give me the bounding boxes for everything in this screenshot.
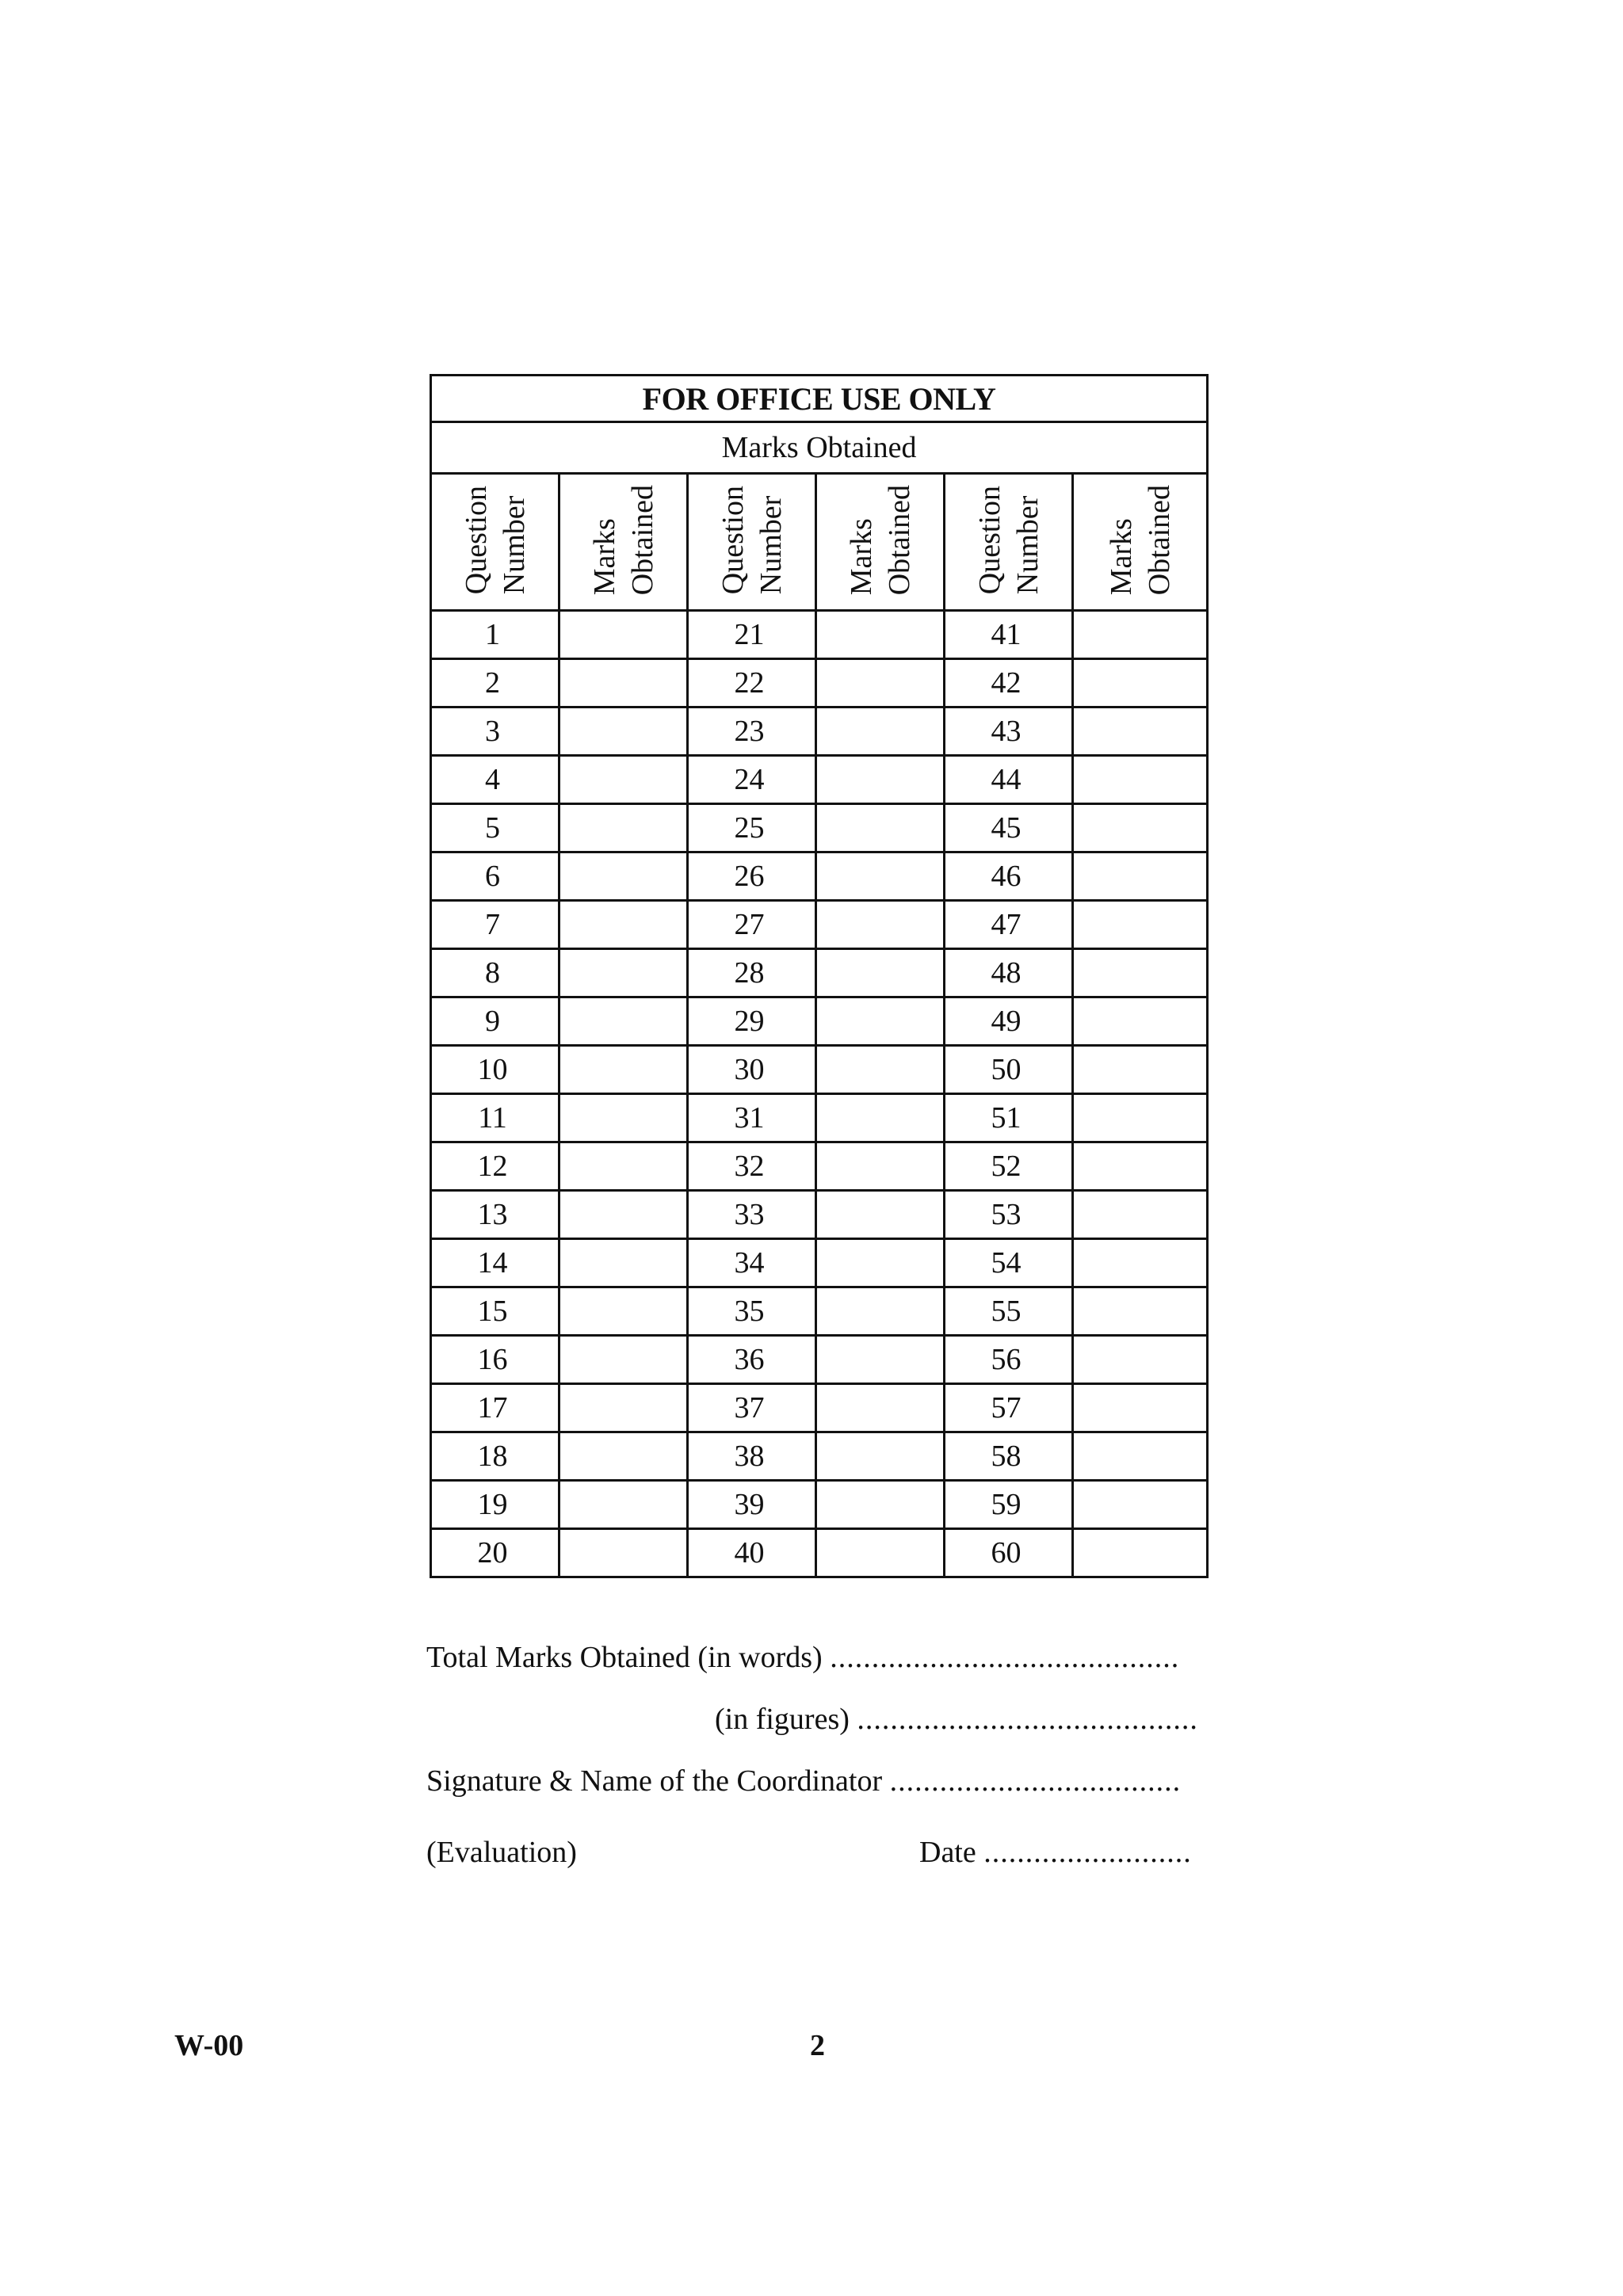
question-number-cell: 26	[688, 852, 816, 901]
question-number-cell: 47	[945, 901, 1073, 949]
marks-obtained-cell[interactable]	[1073, 1191, 1208, 1239]
question-number-cell: 19	[431, 1481, 559, 1529]
question-number-cell: 37	[688, 1384, 816, 1432]
marks-obtained-cell[interactable]	[816, 949, 945, 997]
table-row	[431, 707, 1208, 756]
table-row	[431, 1384, 1208, 1432]
marks-obtained-cell[interactable]	[559, 1529, 688, 1577]
marks-obtained-cell[interactable]	[1073, 852, 1208, 901]
marks-obtained-cell[interactable]	[559, 707, 688, 756]
question-number-cell: 32	[688, 1142, 816, 1191]
marks-obtained-cell[interactable]	[1073, 1239, 1208, 1287]
marks-obtained-cell[interactable]	[1073, 659, 1208, 707]
question-number-cell: 52	[945, 1142, 1073, 1191]
question-number-cell: 20	[431, 1529, 559, 1577]
question-number-cell: 53	[945, 1191, 1073, 1239]
question-number-cell: 22	[688, 659, 816, 707]
marks-obtained-cell[interactable]	[816, 1336, 945, 1384]
marks-obtained-cell[interactable]	[1073, 901, 1208, 949]
date-label: Date	[919, 1836, 984, 1869]
table-row	[431, 659, 1208, 707]
table-row	[431, 611, 1208, 659]
table-row	[431, 756, 1208, 804]
marks-obtained-cell[interactable]	[559, 1142, 688, 1191]
column-header-question-number-3: Question Number	[945, 474, 1073, 611]
marks-obtained-cell[interactable]	[1073, 997, 1208, 1046]
total-marks-words-label: Total Marks Obtained (in words)	[426, 1641, 831, 1674]
question-number-cell: 39	[688, 1481, 816, 1529]
question-number-cell: 54	[945, 1239, 1073, 1287]
marks-obtained-cell[interactable]	[816, 1094, 945, 1142]
table-title: FOR OFFICE USE ONLY	[431, 376, 1208, 422]
marks-obtained-cell[interactable]	[816, 1239, 945, 1287]
column-header-question-number-1: Question Number	[431, 474, 559, 611]
table-row	[431, 804, 1208, 852]
marks-obtained-cell[interactable]	[816, 901, 945, 949]
question-number-cell: 42	[945, 659, 1073, 707]
question-number-cell: 46	[945, 852, 1073, 901]
table-row	[431, 1336, 1208, 1384]
question-number-cell: 4	[431, 756, 559, 804]
marks-obtained-cell[interactable]	[816, 611, 945, 659]
marks-obtained-cell[interactable]	[1073, 1432, 1208, 1481]
question-number-cell: 27	[688, 901, 816, 949]
marks-obtained-cell[interactable]	[816, 804, 945, 852]
marks-obtained-cell[interactable]	[559, 1432, 688, 1481]
question-number-cell: 48	[945, 949, 1073, 997]
question-number-cell: 9	[431, 997, 559, 1046]
question-number-cell: 25	[688, 804, 816, 852]
marks-obtained-cell[interactable]	[559, 1239, 688, 1287]
marks-obtained-cell[interactable]	[559, 804, 688, 852]
marks-obtained-cell[interactable]	[559, 1384, 688, 1432]
table-row	[431, 1094, 1208, 1142]
marks-obtained-cell[interactable]	[816, 1529, 945, 1577]
table-row	[431, 949, 1208, 997]
table-row	[431, 1239, 1208, 1287]
question-number-cell: 2	[431, 659, 559, 707]
question-number-cell: 31	[688, 1094, 816, 1142]
question-number-cell: 7	[431, 901, 559, 949]
marks-obtained-cell[interactable]	[816, 756, 945, 804]
marks-obtained-cell[interactable]	[559, 997, 688, 1046]
question-number-cell: 29	[688, 997, 816, 1046]
table-row	[431, 1046, 1208, 1094]
coordinator-signature-label: Signature & Name of the Coordinator	[426, 1764, 890, 1798]
marks-obtained-cell[interactable]	[816, 1287, 945, 1336]
total-marks-words-line	[426, 1640, 1179, 1675]
question-number-cell: 1	[431, 611, 559, 659]
marks-obtained-cell[interactable]	[559, 852, 688, 901]
marks-obtained-cell[interactable]	[559, 1287, 688, 1336]
total-marks-figures-field[interactable]: .........................................	[857, 1703, 1198, 1736]
total-marks-figures-line	[715, 1702, 1198, 1737]
marks-obtained-cell[interactable]	[559, 756, 688, 804]
question-number-cell: 35	[688, 1287, 816, 1336]
marks-table-body	[431, 611, 1208, 1577]
marks-obtained-cell[interactable]	[1073, 1142, 1208, 1191]
question-number-cell: 10	[431, 1046, 559, 1094]
marks-obtained-cell[interactable]	[816, 852, 945, 901]
question-number-cell: 40	[688, 1529, 816, 1577]
marks-obtained-cell[interactable]	[1073, 1336, 1208, 1384]
marks-obtained-cell[interactable]	[559, 1191, 688, 1239]
marks-obtained-cell[interactable]	[816, 1432, 945, 1481]
marks-obtained-cell[interactable]	[559, 611, 688, 659]
marks-obtained-cell[interactable]	[559, 659, 688, 707]
marks-obtained-cell[interactable]	[816, 1046, 945, 1094]
coordinator-signature-line	[426, 1764, 1181, 1798]
question-number-cell: 43	[945, 707, 1073, 756]
page-number: 2	[810, 2029, 825, 2062]
question-number-cell: 55	[945, 1287, 1073, 1336]
marks-obtained-cell[interactable]	[816, 707, 945, 756]
question-number-cell: 28	[688, 949, 816, 997]
marks-obtained-cell[interactable]	[1073, 1094, 1208, 1142]
question-number-cell: 3	[431, 707, 559, 756]
question-number-cell: 30	[688, 1046, 816, 1094]
marks-obtained-cell[interactable]	[816, 659, 945, 707]
column-header-marks-obtained-3: Marks Obtained	[1073, 474, 1208, 611]
marks-obtained-cell[interactable]	[816, 1191, 945, 1239]
column-header-question-number-2: Question Number	[688, 474, 816, 611]
question-number-cell: 33	[688, 1191, 816, 1239]
evaluation-label: (Evaluation)	[426, 1836, 577, 1869]
office-use-table	[430, 374, 1209, 1578]
question-number-cell: 21	[688, 611, 816, 659]
question-number-cell: 44	[945, 756, 1073, 804]
table-row	[431, 997, 1208, 1046]
question-number-cell: 18	[431, 1432, 559, 1481]
question-number-cell: 8	[431, 949, 559, 997]
question-number-cell: 34	[688, 1239, 816, 1287]
column-header-marks-obtained-2: Marks Obtained	[816, 474, 945, 611]
question-number-cell: 56	[945, 1336, 1073, 1384]
marks-obtained-cell[interactable]	[816, 1142, 945, 1191]
question-number-cell: 45	[945, 804, 1073, 852]
question-number-cell: 41	[945, 611, 1073, 659]
table-subtitle: Marks Obtained	[431, 422, 1208, 474]
marks-obtained-cell[interactable]	[559, 949, 688, 997]
question-number-cell: 38	[688, 1432, 816, 1481]
marks-obtained-cell[interactable]	[559, 901, 688, 949]
marks-obtained-cell[interactable]	[1073, 1529, 1208, 1577]
marks-obtained-cell[interactable]	[1073, 1481, 1208, 1529]
marks-obtained-cell[interactable]	[559, 1336, 688, 1384]
marks-obtained-cell[interactable]	[559, 1094, 688, 1142]
question-number-cell: 16	[431, 1336, 559, 1384]
question-number-cell: 24	[688, 756, 816, 804]
marks-obtained-cell[interactable]	[1073, 756, 1208, 804]
page-code: W-00	[174, 2029, 244, 2062]
marks-obtained-cell[interactable]	[559, 1481, 688, 1529]
question-number-cell: 5	[431, 804, 559, 852]
question-number-cell: 13	[431, 1191, 559, 1239]
question-number-cell: 51	[945, 1094, 1073, 1142]
question-number-cell: 14	[431, 1239, 559, 1287]
marks-obtained-cell[interactable]	[816, 1384, 945, 1432]
marks-obtained-cell[interactable]	[1073, 804, 1208, 852]
marks-obtained-cell[interactable]	[1073, 1046, 1208, 1094]
question-number-cell: 49	[945, 997, 1073, 1046]
table-row	[431, 852, 1208, 901]
marks-obtained-cell[interactable]	[816, 997, 945, 1046]
total-marks-figures-label: (in figures)	[715, 1703, 857, 1736]
marks-obtained-cell[interactable]	[1073, 707, 1208, 756]
question-number-cell: 57	[945, 1384, 1073, 1432]
total-marks-words-field[interactable]: ..........................................	[830, 1641, 1180, 1674]
marks-obtained-cell[interactable]	[816, 1481, 945, 1529]
marks-obtained-cell[interactable]	[1073, 611, 1208, 659]
question-number-cell: 11	[431, 1094, 559, 1142]
question-number-cell: 15	[431, 1287, 559, 1336]
question-number-cell: 6	[431, 852, 559, 901]
question-number-cell: 58	[945, 1432, 1073, 1481]
question-number-cell: 23	[688, 707, 816, 756]
question-number-cell: 50	[945, 1046, 1073, 1094]
marks-obtained-cell[interactable]	[1073, 1384, 1208, 1432]
table-row	[431, 901, 1208, 949]
question-number-cell: 60	[945, 1529, 1073, 1577]
table-row	[431, 1142, 1208, 1191]
date-line	[919, 1835, 1192, 1870]
table-row	[431, 1481, 1208, 1529]
question-number-cell: 36	[688, 1336, 816, 1384]
table-row	[431, 1287, 1208, 1336]
marks-obtained-cell[interactable]	[1073, 949, 1208, 997]
table-row	[431, 1529, 1208, 1577]
coordinator-signature-field[interactable]: ...................................	[889, 1764, 1182, 1798]
question-number-cell: 12	[431, 1142, 559, 1191]
marks-obtained-cell[interactable]	[559, 1046, 688, 1094]
question-number-cell: 59	[945, 1481, 1073, 1529]
column-header-marks-obtained-1: Marks Obtained	[559, 474, 688, 611]
table-row	[431, 1432, 1208, 1481]
table-row	[431, 1191, 1208, 1239]
question-number-cell: 17	[431, 1384, 559, 1432]
marks-obtained-cell[interactable]	[1073, 1287, 1208, 1336]
date-field[interactable]: .........................	[983, 1836, 1192, 1869]
